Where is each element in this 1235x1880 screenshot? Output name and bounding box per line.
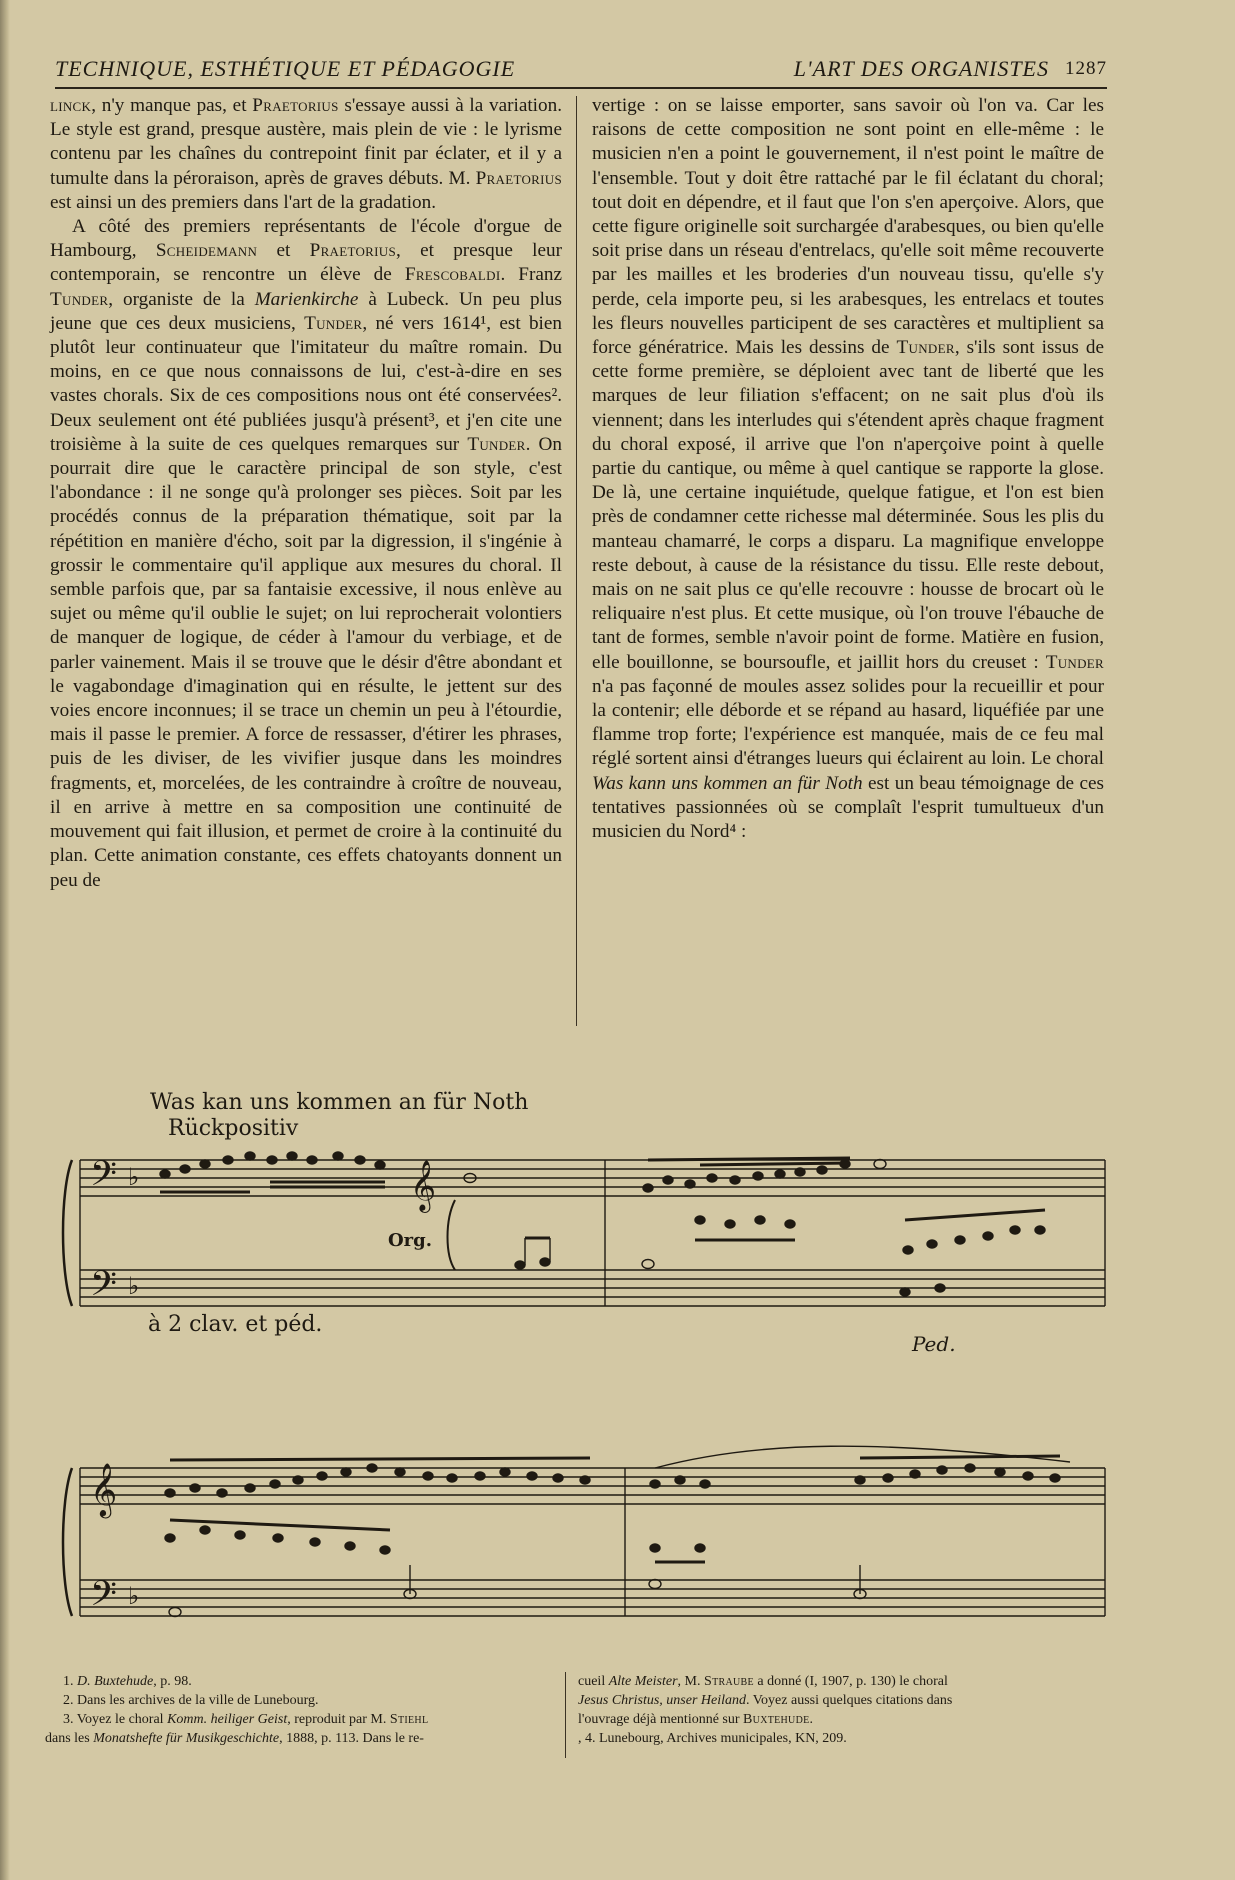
italic-run: Was kann uns kommen an für Noth <box>592 772 863 794</box>
text-run: , n'y manque pas, et <box>91 95 253 116</box>
text-run: . On pourrait dire que le caractère principal de son style, c'est l'abondance : il ne songe qu'à prolonger ses pièces. Soit par les procédés connus de la préparation thématique, soit par la répétition en manière d'écho, soit par la digression, il s'ingénie à grossir le commentaire qu'il applique aux mesures du choral. Il semble parfois que, par sa fantaisie excessive, il nous enlève au sujet ou même qu'il oublie le sujet; on lui reprocherait volontiers de manquer de logique, de céder à l'amour du verbiage, et de parler vainement. Mais il se trouve que le désir d'être abondant et le vagabondage d'imagination qui en résulte, le jettent sur des voies encore inconnues; il se trace un chemin un peu à l'étourdie, mais il passe le premier. A force de ressasser, d'étirer les phrases, puis de les diviser, de les vivifier jusque dans les moindres fragments, et, morcelées, de les contraindre à croître de nouveau, il en arrive à mettre en sa composition une continuité de mouvement qui fait illusion, et permet de croire à la continuité du plan. Cette animation constante, ces effets chatoyants donnent un peu de <box>50 433 562 891</box>
paragraph-1 <box>50 94 562 215</box>
name-sc: Scheidemann <box>155 240 258 262</box>
flat-key-icon: ♭ <box>128 1165 140 1191</box>
italic-run: Komm. heiliger Geist <box>167 1712 288 1727</box>
column-divider <box>576 96 577 1026</box>
text-run: , M. <box>677 1674 704 1689</box>
system-1-brace <box>63 1160 72 1306</box>
text-run: et <box>257 240 310 262</box>
text-run: , organiste de la <box>108 288 255 310</box>
bass-clef-icon: 𝄢 <box>90 1573 118 1622</box>
name-sc: Buxtehude <box>743 1712 810 1727</box>
text-run: , reproduit par M. <box>287 1712 390 1727</box>
text-run: n'a pas façonné de moules assez solides pour la recueillir et pour la contenir; elle déborde et se répand au hasard, liquéfiée par une flamme trop forte; l'expérience est manquée, mais de ce feu mal réglé sortent ainsi d'étranges lueurs qui éclairent au loin. Le choral <box>592 675 1104 770</box>
text-run: , né vers 1614¹, est bien plutôt leur continuateur que l'imitateur du maître romain. Du moins, en ce que nous connaissons de lui, c'est-à-dire en ses vastes chorals. Six de ces compositions nous ont été conservées². Deux seulement ont été publiées jusqu'à présent³, et j'en cite une troisième à la suite de ces quelques remarques sur <box>50 312 562 455</box>
italic-run: D. Buxtehude <box>77 1674 154 1689</box>
page-number: 1287 <box>1065 58 1107 79</box>
name-sc: Stiehl <box>389 1712 429 1727</box>
text-run: cueil <box>578 1674 609 1689</box>
org-label: Org. <box>388 1230 433 1251</box>
text-run: s'essaye aussi à la variation. Le style est grand, presque austère, mais plein de vie : le lyrisme contenu par les chaînes du contrepoint finit par éclater, et il y a tumulte dans la péroraison, après de graves débuts. M. <box>50 95 562 189</box>
system-2-brace <box>63 1468 72 1616</box>
text-run: a donné (I, 1907, p. 130) le choral <box>753 1674 948 1689</box>
name-sc: Tunder <box>896 337 955 359</box>
system-2-lower-notes <box>169 1565 866 1617</box>
italic-run: Alte Meister <box>608 1674 678 1689</box>
text-run: A côté des premiers représentants de l'école d'orgue de Hambourg, <box>50 216 562 262</box>
footnote-number: 1. <box>63 1674 74 1689</box>
name-sc: Tunder <box>304 312 363 334</box>
system-2-upper-staff <box>80 1468 1105 1504</box>
org-brace <box>448 1200 456 1270</box>
text-run: , 1888, p. 113. Dans le re- <box>279 1731 424 1746</box>
italic-run: Jesus Christus, unser Heiland <box>578 1693 746 1708</box>
bass-clef-icon: 𝄢 <box>90 1263 118 1312</box>
text-run: est un beau témoignage de ces tentatives passionnées où se complaît l'esprit tumultueux d'un musicien du Nord⁴ : <box>592 772 1104 843</box>
bass-clef-icon: 𝄢 <box>90 1153 118 1202</box>
system-1-lower-notes <box>515 1210 1045 1296</box>
name-sc: Tunder <box>467 433 526 455</box>
footnotes-left <box>45 1672 555 1748</box>
register-label: Rückpositiv <box>168 1116 299 1141</box>
name-sc: Praetorius <box>252 95 339 116</box>
text-run: dans les <box>45 1731 94 1746</box>
header-right-title: L'ART DES ORGANISTES <box>793 56 1049 81</box>
text-run: 3. Voyez le choral <box>63 1712 168 1727</box>
flat-key-icon: ♭ <box>128 1584 140 1610</box>
text-run: à Lubeck. Un peu plus jeune que ces deux musiciens, <box>50 288 562 334</box>
treble-clef-icon: 𝄞 <box>410 1160 437 1211</box>
name-sc: Tunder <box>50 288 109 310</box>
name-sc: Tunder <box>1045 651 1104 673</box>
name-sc: Straube <box>703 1674 754 1689</box>
text-run: l'ouvrage déjà mentionné sur <box>578 1712 744 1727</box>
text-run: , p. 98. <box>153 1674 192 1689</box>
footnote-3-cont-right-3 <box>578 1710 1098 1729</box>
treble-clef-icon: 𝄞 <box>90 1462 118 1516</box>
footnote-4: , 4. Lunebourg, Archives municipales, KN, 209. <box>578 1731 847 1746</box>
footnote-2: 2. Dans les archives de la ville de Lunebourg. <box>63 1693 319 1708</box>
text-run: , et presque leur contemporain, se rencontre un élève de <box>50 240 562 286</box>
text-run: . Franz <box>500 264 562 286</box>
italic-run: Monatshefte für Musikgeschichte <box>93 1731 280 1746</box>
footnote-3 <box>45 1710 555 1729</box>
footnotes-right <box>578 1672 1098 1748</box>
name-sc: Praetorius <box>309 240 396 262</box>
italic-run: Marienkirche <box>254 288 359 310</box>
music-title: Was kan uns kommen an für Noth <box>150 1090 529 1115</box>
system-1-lower-staff <box>80 1270 1105 1306</box>
running-header <box>55 56 1107 84</box>
text-run: , s'ils sont issus de cette forme première, se déploient avec tant de liberté que les marques de leur filiation s'effacent; on ne sait plus d'où ils viennent; dans les interludes qui s'étendent après chaque fragment du choral exposé, il arrive que l'on n'aperçoive point à quelle partie du cantique, ou même à quel cantique se rapporte la glose. De là, une certaine inquiétude, quelque fatigue, et l'on est bien près de condamner cette richesse mal déterminée. Sous les plis du manteau chamarré, le corps a disparu. La magnifique enveloppe reste debout, à cause de la résistance du tissu. Elle reste debout, mais on ne sait plus ce qu'elle recouvre : housse de brocart où le reliquaire n'est plus. Et cette musique, où l'on trouve l'ébauche de tant de formes, semble n'avoir point de forme. Matière en fusion, elle bouillonne, se boursoufle, et jaillit hors du creuset : <box>592 337 1104 673</box>
right-column <box>592 94 1104 844</box>
score-svg <box>0 1060 1235 1700</box>
left-column <box>50 94 562 893</box>
text-run: vertige : on se laisse emporter, sans savoir où l'on va. Car les raisons de cette composition ne sont point en elle-même : le musicien n'en a point le gouvernement, il n'est point le maître de l'ensemble. Tout y doit être rattaché par le fil éclatant du choral; tout doit en dépendre, et il faut que l'on s'en aperçoive. Alors, que cette figure originelle soit surchargée d'arabesques, ou bien qu'elle soit prise dans un réseau d'entrelacs, qu'elle soit même recouverte par les mailles et les broderies d'un nouveau tissu, qu'elle s'y perde, cela importe peu, si les arabesques, les entrelacs et toutes les fleurs nouvelles participent de ses caractères et multiplient sa force génératrice. Mais les dessins de <box>592 95 1104 359</box>
system-2-lower-staff <box>80 1580 1105 1616</box>
header-left-title: TECHNIQUE, ESTHÉTIQUE ET PÉDAGOGIE <box>55 56 516 81</box>
flat-key-icon: ♭ <box>128 1274 140 1300</box>
text-run: est ainsi un des premiers dans l'art de la gradation. <box>50 191 437 213</box>
ped-label: Ped. <box>912 1332 956 1356</box>
paragraph-2 <box>50 215 562 893</box>
text-run: . Voyez aussi quelques citations dans <box>746 1693 953 1708</box>
footnote-3-cont-right <box>578 1672 1098 1691</box>
footnote-divider <box>565 1672 566 1758</box>
text-run: . <box>809 1712 814 1727</box>
manual-label: à 2 clav. et péd. <box>148 1312 323 1337</box>
header-rule <box>55 87 1107 89</box>
footnote-1 <box>45 1672 555 1691</box>
name-sc: Frescobaldi <box>404 264 501 286</box>
footnote-3-cont <box>45 1729 555 1748</box>
paragraph-3 <box>592 94 1104 844</box>
name-sc: Praetorius <box>475 167 562 189</box>
name-sc: linck <box>50 95 92 116</box>
music-example <box>0 1060 1235 1700</box>
footnote-3-cont-right-2 <box>578 1691 1098 1710</box>
